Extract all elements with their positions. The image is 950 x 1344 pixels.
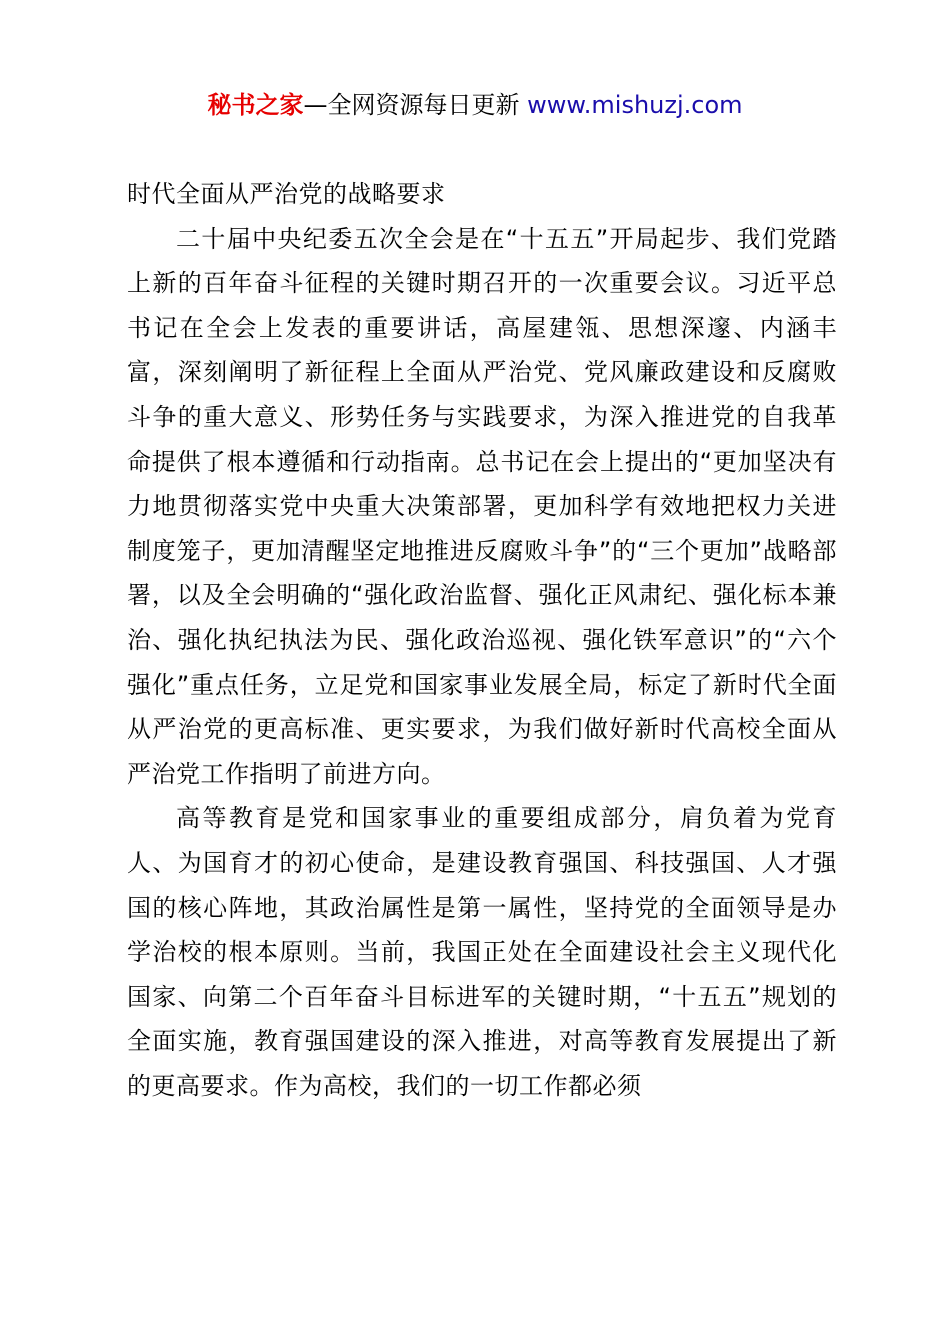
paragraph-higher-education: 高等教育是党和国家事业的重要组成部分，肩负着为党育人、为国育才的初心使命，是建设教育强国、科技强国、人才强国的核心阵地，其政治属性是第一属性，坚持党的全面领导是办学治校的根本原则。当前，我国正处在全面建设社会主义现代化国家、向第二个百年奋斗目标进军的关键时期，“十五五”规划的全面实施，教育强国建设的深入推进，对高等教育发展提出了新的更高要求。作为高校，我们的一切工作都必须 xyxy=(127,804,837,1100)
brand-name: 秘书之家 xyxy=(207,91,304,119)
paragraph-plenary-session: 二十届中央纪委五次全会是在“十五五”开局起步、我们党踏上新的百年奋斗征程的关键时期召开的一次重要会议。习近平总书记在全会上发表的重要讲话，高屋建瓴、思想深邃、内涵丰富，深刻阐明了新征程上全面从严治党、党风廉政建设和反腐败斗争的重大意义、形势任务与实践要求，为深入推进党的自我革命提供了根本遵循和行动指南。总书记在会上提出的“更加坚决有力地贯彻落实党中央重大决策部署，更加科学有效地把权力关进制度笼子，更加清醒坚定地推进反腐败斗争”的“三个更加”战略部署，以及全会明确的“强化政治监督、强化正风肃纪、强化标本兼治、强化执纪执法为民、强化政治巡视、强化铁军意识”的“六个强化”重点任务，立足党和国家事业发展全局，标定了新时代全面从严治党的更高标准、更实要求，为我们做好新时代高校全面从严治党工作指明了前进方向。 xyxy=(127,224,837,788)
page-header xyxy=(0,88,950,122)
header-slogan: —全网资源每日更新 xyxy=(303,91,528,119)
document-body xyxy=(127,172,837,1108)
paragraph-continuation: 时代全面从严治党的战略要求 xyxy=(127,180,446,208)
site-url-link[interactable]: www.mishuzj.com xyxy=(527,91,743,119)
